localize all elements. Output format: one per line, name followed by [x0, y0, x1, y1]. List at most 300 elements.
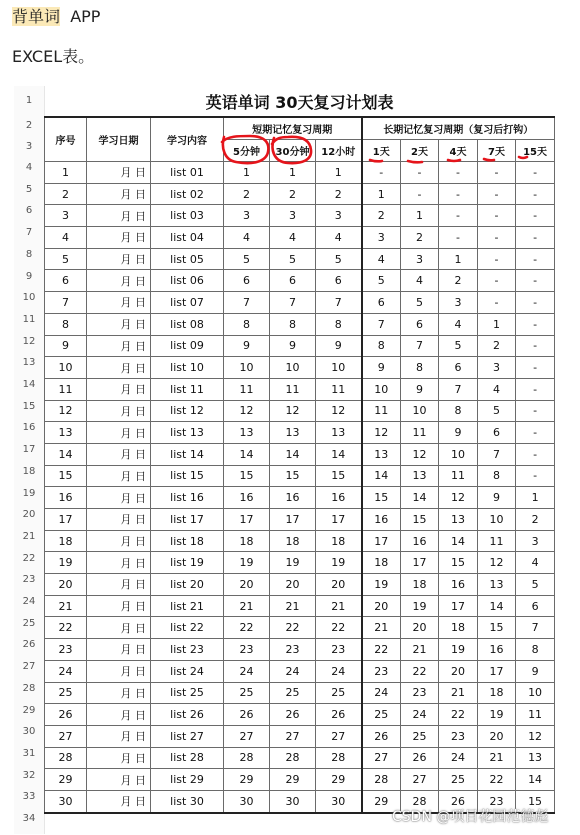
row-number: 16 [22, 422, 36, 434]
cell-short-review: 14 [316, 443, 362, 465]
table-row [45, 270, 555, 292]
cell-long-review: 2 [401, 227, 439, 249]
cell-short-review: 2 [270, 183, 316, 205]
highlighted-keyword: 背单词 [12, 7, 61, 26]
cell-short-review: 11 [224, 378, 270, 400]
cell-short-review: 5 [316, 248, 362, 270]
cell-long-review: 14 [401, 487, 439, 509]
cell-content: list 08 [151, 313, 224, 335]
cell-long-review: 2 [439, 270, 478, 292]
long-col-header: 4天 [439, 140, 478, 162]
app-text: APP [70, 7, 101, 26]
cell-short-review: 29 [316, 769, 362, 791]
cell-long-review: - [516, 227, 555, 249]
cell-long-review: 2 [362, 205, 401, 227]
row-number: 17 [22, 444, 36, 456]
cell-short-review: 3 [316, 205, 362, 227]
cell-long-review: - [478, 270, 516, 292]
cell-short-review: 4 [224, 227, 270, 249]
cell-short-review: 20 [316, 574, 362, 596]
cell-long-review: 7 [401, 335, 439, 357]
cell-long-review: 17 [362, 530, 401, 552]
cell-long-review: 15 [439, 552, 478, 574]
table-row [45, 574, 555, 596]
cell-short-review: 22 [270, 617, 316, 639]
cell-long-review: 8 [362, 335, 401, 357]
cell-short-review: 12 [316, 400, 362, 422]
intro-line [12, 6, 100, 28]
cell-long-review: 12 [516, 725, 555, 747]
cell-content: list 10 [151, 357, 224, 379]
cell-long-review: 17 [478, 660, 516, 682]
cell-short-review: 23 [224, 639, 270, 661]
cell-long-review: 17 [401, 552, 439, 574]
table-row [45, 487, 555, 509]
cell-content: list 26 [151, 704, 224, 726]
cell-short-review: 5 [270, 248, 316, 270]
cell-short-review: 1 [224, 162, 270, 184]
cell-short-review: 19 [270, 552, 316, 574]
cell-long-review: - [439, 183, 478, 205]
table-row [45, 660, 555, 682]
cell-short-review: 27 [270, 725, 316, 747]
cell-short-review: 1 [270, 162, 316, 184]
cell-content: list 06 [151, 270, 224, 292]
table-row [45, 617, 555, 639]
cell-date: 月 日 [87, 617, 151, 639]
cell-long-review: - [478, 227, 516, 249]
cell-long-review: 14 [478, 595, 516, 617]
cell-long-review: 18 [478, 682, 516, 704]
cell-short-review: 28 [270, 747, 316, 769]
cell-long-review: 4 [401, 270, 439, 292]
table-row [45, 313, 555, 335]
cell-content: list 02 [151, 183, 224, 205]
cell-short-review: 9 [270, 335, 316, 357]
cell-short-review: 6 [270, 270, 316, 292]
row-number: 21 [22, 530, 36, 542]
cell-short-review: 17 [270, 509, 316, 531]
row-number: 13 [22, 357, 36, 369]
row-number: 29 [22, 704, 36, 716]
table-row [45, 227, 555, 249]
cell-long-review: 23 [401, 682, 439, 704]
cell-long-review: 6 [478, 422, 516, 444]
cell-long-review: 4 [362, 248, 401, 270]
cell-long-review: 3 [478, 357, 516, 379]
cell-long-review: 20 [439, 660, 478, 682]
cell-short-review: 21 [224, 595, 270, 617]
cell-short-review: 24 [316, 660, 362, 682]
cell-date: 月 日 [87, 704, 151, 726]
cell-short-review: 27 [224, 725, 270, 747]
col-header-content: 学习内容 [151, 117, 224, 162]
cell-date: 月 日 [87, 292, 151, 314]
short-col-header: 5分钟 [224, 140, 270, 162]
cell-long-review: 23 [478, 790, 516, 812]
cell-long-review: 23 [362, 660, 401, 682]
row-number: 1 [25, 95, 33, 106]
cell-date: 月 日 [87, 552, 151, 574]
cell-short-review: 18 [270, 530, 316, 552]
cell-long-review: 2 [516, 509, 555, 531]
cell-short-review: 15 [224, 465, 270, 487]
cell-number: 25 [45, 682, 87, 704]
cell-long-review: 5 [439, 335, 478, 357]
cell-short-review: 14 [270, 443, 316, 465]
cell-long-review: 16 [401, 530, 439, 552]
cell-content: list 30 [151, 790, 224, 812]
cell-short-review: 10 [224, 357, 270, 379]
cell-long-review: 19 [362, 574, 401, 596]
cell-short-review: 30 [270, 790, 316, 812]
long-col-header: 1天 [362, 140, 401, 162]
cell-date: 月 日 [87, 400, 151, 422]
cell-long-review: 15 [478, 617, 516, 639]
cell-short-review: 7 [316, 292, 362, 314]
cell-long-review: - [516, 162, 555, 184]
table-row [45, 335, 555, 357]
cell-long-review: 21 [439, 682, 478, 704]
cell-long-review: 26 [362, 725, 401, 747]
cell-short-review: 13 [224, 422, 270, 444]
cell-date: 月 日 [87, 530, 151, 552]
cell-long-review: 19 [401, 595, 439, 617]
cell-date: 月 日 [87, 357, 151, 379]
cell-content: list 25 [151, 682, 224, 704]
cell-long-review: 23 [439, 725, 478, 747]
row-number: 8 [25, 248, 33, 260]
review-plan-table [44, 86, 555, 814]
cell-short-review: 24 [224, 660, 270, 682]
cell-date: 月 日 [87, 595, 151, 617]
cell-number: 9 [45, 335, 87, 357]
cell-long-review: 10 [439, 443, 478, 465]
row-number: 4 [25, 162, 33, 173]
cell-long-review: 21 [362, 617, 401, 639]
cell-short-review: 11 [316, 378, 362, 400]
cell-short-review: 3 [270, 205, 316, 227]
cell-long-review: - [478, 183, 516, 205]
cell-number: 1 [45, 162, 87, 184]
cell-date: 月 日 [87, 639, 151, 661]
cell-long-review: 3 [439, 292, 478, 314]
row-number: 11 [22, 313, 36, 325]
cell-long-review: - [439, 205, 478, 227]
long-col-header: 15天 [516, 140, 555, 162]
cell-short-review: 15 [316, 465, 362, 487]
cell-long-review: 1 [516, 487, 555, 509]
cell-short-review: 8 [316, 313, 362, 335]
cell-long-review: - [478, 162, 516, 184]
cell-long-review: 14 [516, 769, 555, 791]
cell-date: 月 日 [87, 270, 151, 292]
cell-long-review: 13 [439, 509, 478, 531]
cell-date: 月 日 [87, 574, 151, 596]
cell-long-review: 4 [478, 378, 516, 400]
cell-content: list 29 [151, 769, 224, 791]
cell-long-review: 10 [401, 400, 439, 422]
cell-long-review: - [516, 270, 555, 292]
cell-long-review: 5 [478, 400, 516, 422]
cell-short-review: 25 [270, 682, 316, 704]
cell-short-review: 17 [316, 509, 362, 531]
row-number: 19 [22, 487, 36, 499]
cell-long-review: 18 [439, 617, 478, 639]
cell-number: 17 [45, 509, 87, 531]
cell-content: list 28 [151, 747, 224, 769]
row-number: 32 [22, 769, 36, 781]
row-number: 20 [22, 509, 36, 521]
cell-short-review: 29 [270, 769, 316, 791]
cell-content: list 07 [151, 292, 224, 314]
cell-number: 22 [45, 617, 87, 639]
cell-date: 月 日 [87, 465, 151, 487]
cell-content: list 19 [151, 552, 224, 574]
cell-date: 月 日 [87, 725, 151, 747]
cell-long-review: - [516, 183, 555, 205]
cell-content: list 22 [151, 617, 224, 639]
cell-long-review: 18 [362, 552, 401, 574]
cell-date: 月 日 [87, 183, 151, 205]
row-number: 27 [22, 661, 36, 673]
cell-long-review: 12 [401, 443, 439, 465]
table-row [45, 205, 555, 227]
cell-short-review: 18 [316, 530, 362, 552]
row-number: 15 [22, 400, 36, 412]
long-term-group-header: 长期记忆复习周期（复习后打钩） [362, 117, 555, 140]
cell-long-review: 22 [439, 704, 478, 726]
cell-short-review: 27 [316, 725, 362, 747]
cell-short-review: 4 [316, 227, 362, 249]
cell-long-review: - [362, 162, 401, 184]
cell-number: 28 [45, 747, 87, 769]
cell-long-review: 1 [362, 183, 401, 205]
short-col-header: 30分钟 [270, 140, 316, 162]
cell-short-review: 20 [224, 574, 270, 596]
cell-content: list 20 [151, 574, 224, 596]
cell-long-review: 6 [401, 313, 439, 335]
cell-short-review: 12 [224, 400, 270, 422]
cell-long-review: 22 [401, 660, 439, 682]
cell-long-review: 11 [516, 704, 555, 726]
cell-number: 12 [45, 400, 87, 422]
cell-long-review: 25 [439, 769, 478, 791]
cell-long-review: 3 [362, 227, 401, 249]
cell-content: list 15 [151, 465, 224, 487]
cell-long-review: 21 [478, 747, 516, 769]
cell-short-review: 30 [316, 790, 362, 812]
cell-short-review: 13 [270, 422, 316, 444]
cell-long-review: 24 [439, 747, 478, 769]
cell-short-review: 19 [316, 552, 362, 574]
cell-long-review: 26 [439, 790, 478, 812]
cell-short-review: 10 [270, 357, 316, 379]
cell-date: 月 日 [87, 162, 151, 184]
cell-long-review: - [401, 162, 439, 184]
cell-number: 7 [45, 292, 87, 314]
cell-long-review: 27 [401, 769, 439, 791]
csdn-watermark: CSDN @项目花园范德彪 [392, 809, 549, 825]
cell-short-review: 25 [316, 682, 362, 704]
cell-number: 2 [45, 183, 87, 205]
cell-short-review: 24 [270, 660, 316, 682]
cell-long-review: 15 [401, 509, 439, 531]
table-row [45, 248, 555, 270]
row-number: 6 [25, 205, 33, 217]
cell-short-review: 26 [224, 704, 270, 726]
cell-number: 13 [45, 422, 87, 444]
cell-long-review: 18 [401, 574, 439, 596]
cell-long-review: 24 [401, 704, 439, 726]
cell-short-review: 11 [270, 378, 316, 400]
cell-long-review: 13 [362, 443, 401, 465]
cell-long-review: 20 [401, 617, 439, 639]
cell-long-review: 10 [516, 682, 555, 704]
long-col-header: 2天 [401, 140, 439, 162]
cell-long-review: 3 [516, 530, 555, 552]
cell-long-review: 7 [478, 443, 516, 465]
cell-date: 月 日 [87, 422, 151, 444]
cell-date: 月 日 [87, 205, 151, 227]
cell-long-review: - [478, 248, 516, 270]
cell-short-review: 6 [224, 270, 270, 292]
cell-content: list 04 [151, 227, 224, 249]
cell-short-review: 21 [270, 595, 316, 617]
cell-long-review: 17 [439, 595, 478, 617]
cell-number: 4 [45, 227, 87, 249]
cell-short-review: 6 [316, 270, 362, 292]
cell-short-review: 28 [316, 747, 362, 769]
table-row [45, 183, 555, 205]
cell-date: 月 日 [87, 313, 151, 335]
row-number: 18 [22, 465, 36, 477]
cell-number: 11 [45, 378, 87, 400]
cell-date: 月 日 [87, 790, 151, 812]
cell-short-review: 19 [224, 552, 270, 574]
cell-long-review: 24 [362, 682, 401, 704]
col-header-date: 学习日期 [87, 117, 151, 162]
cell-short-review: 8 [270, 313, 316, 335]
cell-short-review: 7 [224, 292, 270, 314]
cell-long-review: - [516, 443, 555, 465]
cell-short-review: 13 [316, 422, 362, 444]
cell-long-review: - [516, 248, 555, 270]
cell-long-review: 8 [439, 400, 478, 422]
cell-date: 月 日 [87, 378, 151, 400]
cell-long-review: 28 [362, 769, 401, 791]
table-row [45, 509, 555, 531]
cell-long-review: - [516, 400, 555, 422]
cell-short-review: 16 [316, 487, 362, 509]
cell-number: 3 [45, 205, 87, 227]
row-number: 12 [22, 335, 36, 347]
long-col-header: 7天 [478, 140, 516, 162]
cell-short-review: 14 [224, 443, 270, 465]
cell-long-review: 14 [362, 465, 401, 487]
cell-long-review: 10 [362, 378, 401, 400]
cell-long-review: - [516, 292, 555, 314]
row-number: 31 [22, 747, 36, 759]
cell-short-review: 20 [270, 574, 316, 596]
cell-long-review: - [439, 227, 478, 249]
cell-long-review: - [516, 422, 555, 444]
cell-long-review: 11 [401, 422, 439, 444]
cell-short-review: 4 [270, 227, 316, 249]
cell-long-review: 9 [478, 487, 516, 509]
cell-content: list 05 [151, 248, 224, 270]
row-number: 28 [22, 682, 36, 694]
cell-long-review: 8 [516, 639, 555, 661]
cell-short-review: 7 [270, 292, 316, 314]
cell-date: 月 日 [87, 682, 151, 704]
cell-number: 15 [45, 465, 87, 487]
cell-short-review: 23 [270, 639, 316, 661]
cell-content: list 12 [151, 400, 224, 422]
cell-number: 29 [45, 769, 87, 791]
cell-number: 5 [45, 248, 87, 270]
cell-content: list 03 [151, 205, 224, 227]
cell-long-review: 11 [362, 400, 401, 422]
cell-short-review: 9 [316, 335, 362, 357]
cell-number: 21 [45, 595, 87, 617]
short-col-header: 12小时 [316, 140, 362, 162]
row-number: 25 [22, 617, 36, 629]
cell-short-review: 30 [224, 790, 270, 812]
table-row [45, 292, 555, 314]
cell-number: 24 [45, 660, 87, 682]
cell-long-review: 12 [478, 552, 516, 574]
cell-number: 19 [45, 552, 87, 574]
row-number: 34 [22, 813, 36, 824]
cell-long-review: 13 [478, 574, 516, 596]
cell-short-review: 23 [316, 639, 362, 661]
table-row [45, 530, 555, 552]
cell-long-review: 7 [439, 378, 478, 400]
cell-long-review: - [478, 292, 516, 314]
table-row [45, 422, 555, 444]
table-row [45, 682, 555, 704]
cell-long-review: 4 [439, 313, 478, 335]
cell-long-review: - [516, 205, 555, 227]
row-number: 5 [25, 183, 33, 195]
cell-date: 月 日 [87, 487, 151, 509]
cell-number: 30 [45, 790, 87, 812]
table-row [45, 595, 555, 617]
cell-long-review: 22 [478, 769, 516, 791]
cell-date: 月 日 [87, 443, 151, 465]
short-term-group-header: 短期记忆复习周期 [224, 117, 362, 140]
cell-long-review: 21 [401, 639, 439, 661]
cell-long-review: 4 [516, 552, 555, 574]
cell-content: list 21 [151, 595, 224, 617]
cell-long-review: 9 [362, 357, 401, 379]
cell-date: 月 日 [87, 227, 151, 249]
cell-long-review: - [439, 162, 478, 184]
cell-long-review: - [401, 183, 439, 205]
cell-short-review: 21 [316, 595, 362, 617]
cell-date: 月 日 [87, 660, 151, 682]
table-row [45, 552, 555, 574]
row-number: 14 [22, 379, 36, 390]
cell-long-review: 26 [401, 747, 439, 769]
cell-number: 14 [45, 443, 87, 465]
cell-short-review: 1 [316, 162, 362, 184]
cell-long-review: 6 [439, 357, 478, 379]
cell-long-review: 11 [478, 530, 516, 552]
row-number-gutter [14, 86, 45, 834]
cell-short-review: 2 [224, 183, 270, 205]
